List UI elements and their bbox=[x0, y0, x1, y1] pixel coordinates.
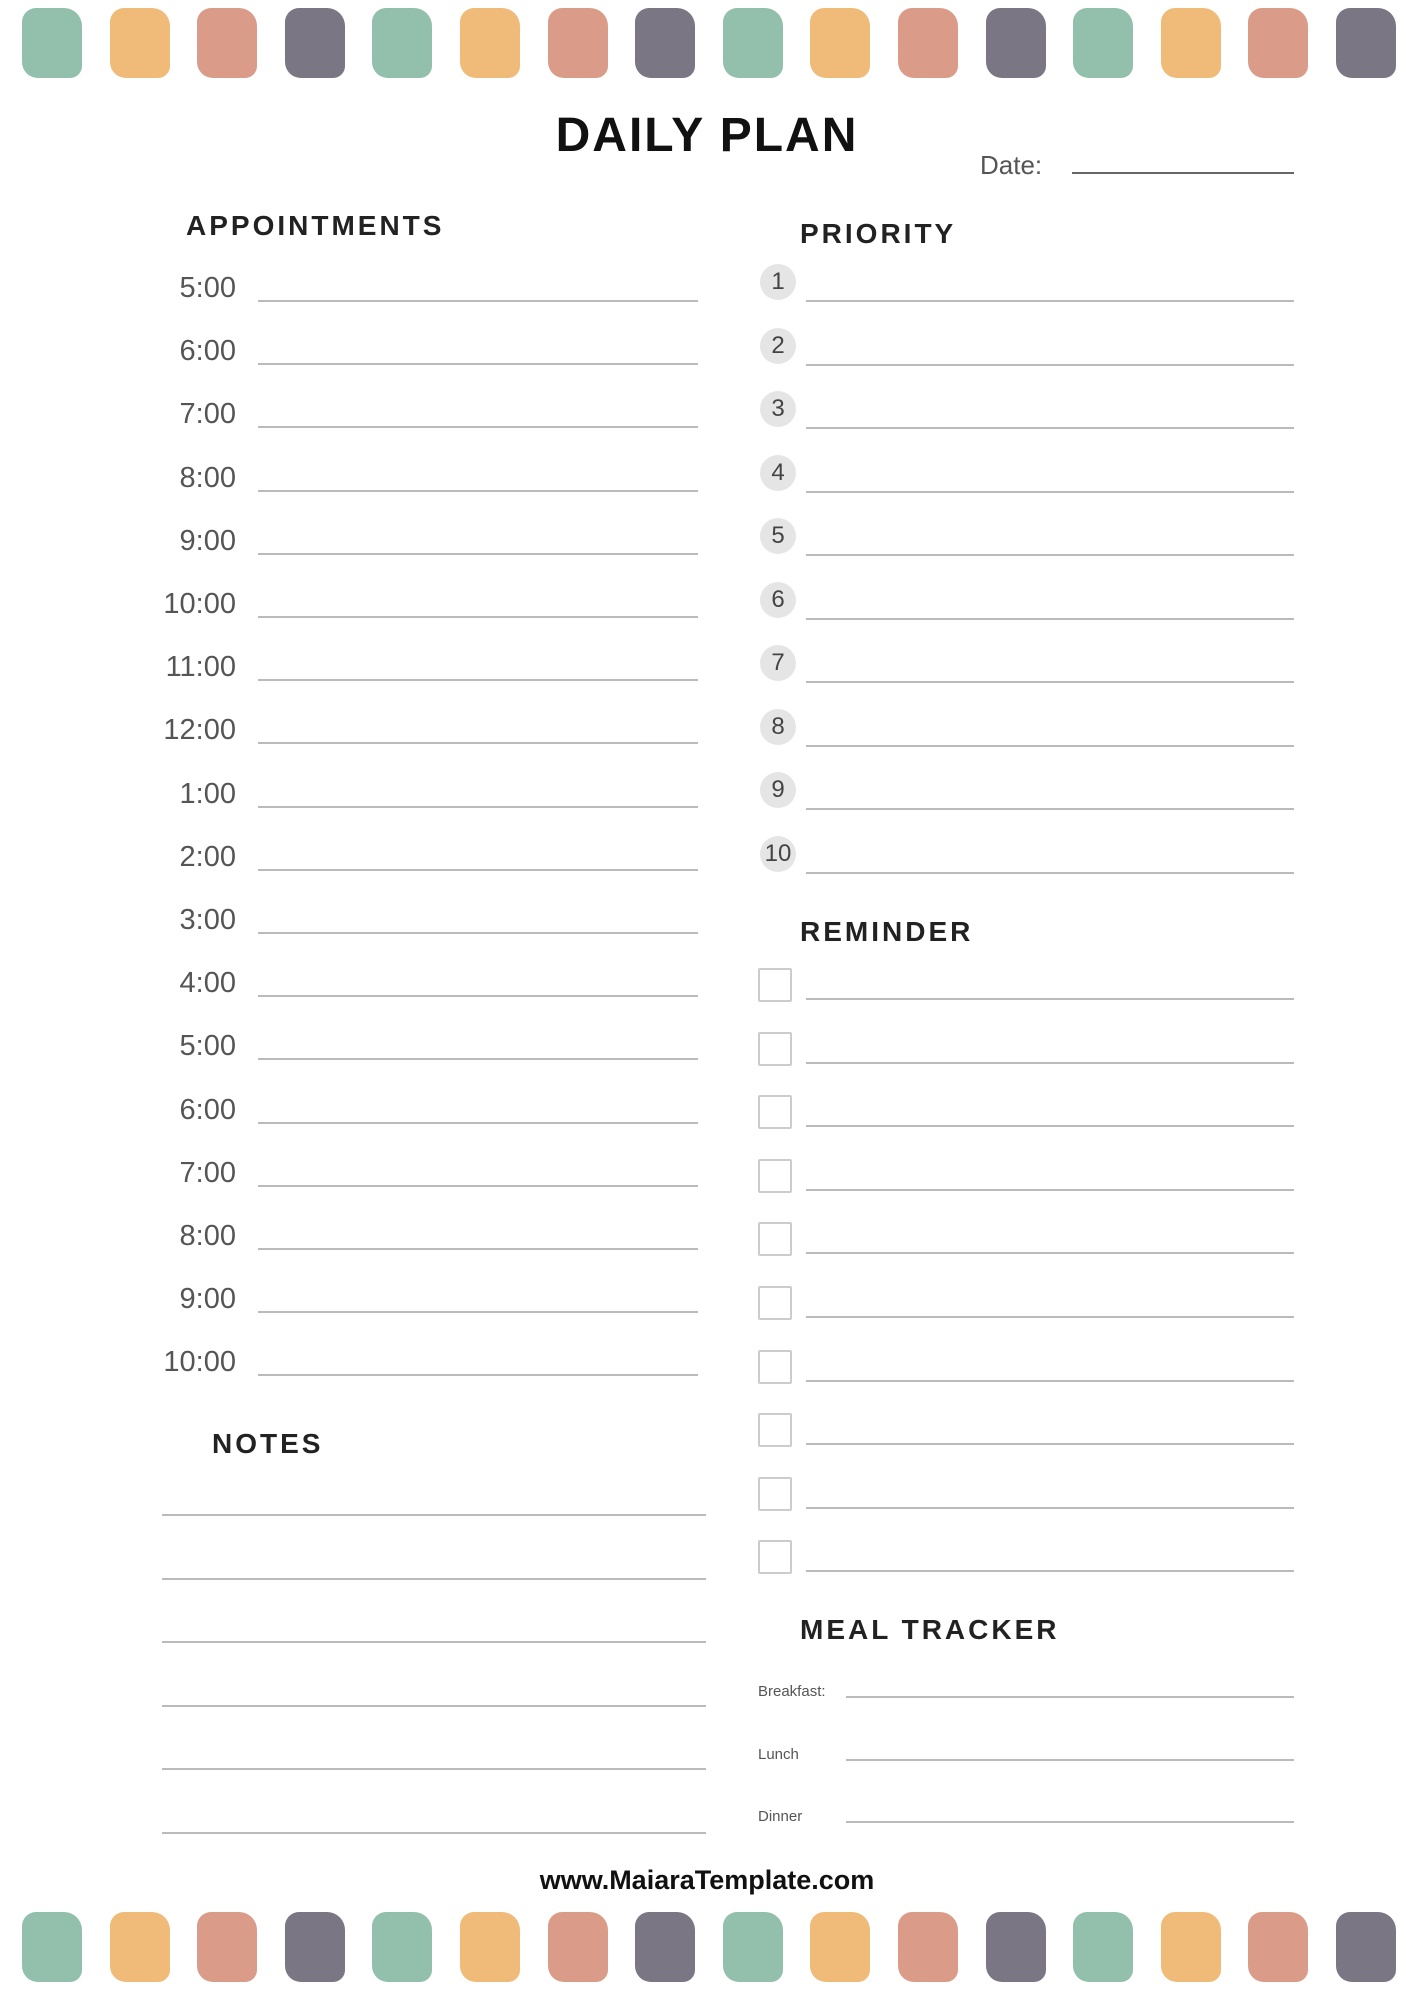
meal-line[interactable] bbox=[846, 1696, 1294, 1698]
color-swatch bbox=[372, 1912, 432, 1982]
time-label: 4:00 bbox=[179, 967, 236, 1000]
reminder-checkbox[interactable] bbox=[758, 1095, 792, 1129]
reminder-line[interactable] bbox=[806, 1443, 1294, 1445]
meal-label: Lunch bbox=[758, 1745, 799, 1763]
priority-line[interactable] bbox=[806, 300, 1294, 302]
color-swatch bbox=[1248, 1912, 1308, 1982]
meal-label: Breakfast: bbox=[758, 1683, 826, 1700]
appointment-line[interactable] bbox=[258, 363, 698, 365]
color-swatch bbox=[460, 1912, 520, 1982]
appointment-line[interactable] bbox=[258, 426, 698, 428]
footer-website: www.MaiaraTemplate.com bbox=[539, 1865, 875, 1895]
reminder-heading: REMINDER bbox=[800, 916, 974, 947]
priority-number-badge: 7 bbox=[760, 645, 796, 681]
appointment-line[interactable] bbox=[258, 1311, 698, 1313]
color-swatch bbox=[635, 1912, 695, 1982]
notes-line[interactable] bbox=[162, 1578, 706, 1580]
appointment-line[interactable] bbox=[258, 679, 698, 681]
priority-number-badge: 1 bbox=[760, 264, 796, 300]
color-swatch bbox=[197, 1912, 257, 1982]
time-label: 9:00 bbox=[179, 1283, 236, 1316]
time-label: 10:00 bbox=[163, 588, 236, 620]
color-swatch bbox=[1161, 1912, 1221, 1982]
color-swatch bbox=[1336, 1912, 1396, 1982]
priority-line[interactable] bbox=[806, 618, 1294, 620]
top-swatch-border bbox=[0, 8, 1414, 80]
date-label: Date: bbox=[980, 150, 1043, 180]
color-swatch bbox=[110, 1912, 170, 1982]
priority-number-badge: 8 bbox=[760, 709, 796, 745]
time-label: 10:00 bbox=[163, 1346, 236, 1379]
appointment-line[interactable] bbox=[258, 995, 698, 997]
date-line[interactable] bbox=[1072, 172, 1294, 174]
color-swatch bbox=[810, 8, 870, 78]
reminder-line[interactable] bbox=[806, 1507, 1294, 1509]
reminder-line[interactable] bbox=[806, 1189, 1294, 1191]
appointment-line[interactable] bbox=[258, 490, 698, 492]
reminder-checkbox[interactable] bbox=[758, 1540, 792, 1574]
reminder-checkbox[interactable] bbox=[758, 1350, 792, 1384]
priority-line[interactable] bbox=[806, 808, 1294, 810]
appointment-line[interactable] bbox=[258, 1058, 698, 1060]
reminder-checkbox[interactable] bbox=[758, 1159, 792, 1193]
appointment-line[interactable] bbox=[258, 553, 698, 555]
time-label: 6:00 bbox=[179, 1093, 236, 1126]
appointment-line[interactable] bbox=[258, 932, 698, 934]
priority-number-badge: 2 bbox=[760, 328, 796, 364]
reminder-checkbox[interactable] bbox=[758, 1477, 792, 1511]
priority-line[interactable] bbox=[806, 872, 1294, 874]
bottom-swatch-border bbox=[0, 1912, 1414, 1984]
appointment-line[interactable] bbox=[258, 300, 698, 302]
notes-line[interactable] bbox=[162, 1641, 706, 1643]
meal-line[interactable] bbox=[846, 1759, 1294, 1761]
reminder-checkbox[interactable] bbox=[758, 968, 792, 1002]
color-swatch bbox=[1248, 8, 1308, 78]
color-swatch bbox=[110, 8, 170, 78]
meal-label: Dinner bbox=[758, 1808, 803, 1825]
priority-line[interactable] bbox=[806, 681, 1294, 683]
time-label: 6:00 bbox=[179, 335, 236, 368]
priority-number-badge: 9 bbox=[760, 772, 796, 808]
appointment-line[interactable] bbox=[258, 869, 698, 871]
priority-heading: PRIORITY bbox=[800, 218, 957, 249]
priority-number-badge: 4 bbox=[760, 455, 796, 491]
color-swatch bbox=[1161, 8, 1221, 78]
reminder-line[interactable] bbox=[806, 1252, 1294, 1254]
priority-number-badge: 6 bbox=[760, 582, 796, 618]
reminder-line[interactable] bbox=[806, 1316, 1294, 1318]
appointment-line[interactable] bbox=[258, 1374, 698, 1376]
appointment-line[interactable] bbox=[258, 742, 698, 744]
color-swatch bbox=[723, 8, 783, 78]
reminder-checkbox[interactable] bbox=[758, 1222, 792, 1256]
time-label: 3:00 bbox=[179, 904, 236, 936]
appointment-line[interactable] bbox=[258, 1185, 698, 1187]
color-swatch bbox=[22, 1912, 82, 1982]
time-label: 7:00 bbox=[179, 1156, 236, 1189]
priority-number-badge: 5 bbox=[760, 518, 796, 554]
color-swatch bbox=[898, 8, 958, 78]
color-swatch bbox=[635, 8, 695, 78]
time-label: 12:00 bbox=[163, 714, 236, 747]
notes-line[interactable] bbox=[162, 1705, 706, 1707]
color-swatch bbox=[986, 1912, 1046, 1982]
priority-number-badge: 3 bbox=[760, 391, 796, 427]
priority-line[interactable] bbox=[806, 554, 1294, 556]
priority-line[interactable] bbox=[806, 491, 1294, 493]
time-label: 11:00 bbox=[165, 651, 236, 684]
time-label: 7:00 bbox=[179, 398, 236, 431]
color-swatch bbox=[1073, 8, 1133, 78]
meal-tracker-heading: MEAL TRACKER bbox=[800, 1614, 1060, 1645]
priority-line[interactable] bbox=[806, 427, 1294, 429]
color-swatch bbox=[197, 8, 257, 78]
color-swatch bbox=[986, 8, 1046, 78]
color-swatch bbox=[810, 1912, 870, 1982]
appointments-heading: APPOINTMENTS bbox=[186, 210, 445, 241]
color-swatch bbox=[285, 8, 345, 78]
color-swatch bbox=[548, 8, 608, 78]
time-label: 2:00 bbox=[179, 840, 236, 873]
notes-line[interactable] bbox=[162, 1832, 706, 1834]
time-label: 8:00 bbox=[179, 461, 236, 494]
color-swatch bbox=[548, 1912, 608, 1982]
appointment-line[interactable] bbox=[258, 806, 698, 808]
appointment-line[interactable] bbox=[258, 616, 698, 618]
appointment-line[interactable] bbox=[258, 1122, 698, 1124]
priority-number-badge: 10 bbox=[760, 836, 796, 872]
reminder-line[interactable] bbox=[806, 1380, 1294, 1382]
color-swatch bbox=[460, 8, 520, 78]
appointment-line[interactable] bbox=[258, 1248, 698, 1250]
time-label: 9:00 bbox=[179, 524, 236, 557]
color-swatch bbox=[372, 8, 432, 78]
color-swatch bbox=[898, 1912, 958, 1982]
reminder-line[interactable] bbox=[806, 998, 1294, 1000]
notes-heading: NOTES bbox=[212, 1428, 324, 1459]
color-swatch bbox=[285, 1912, 345, 1982]
notes-line[interactable] bbox=[162, 1768, 706, 1770]
reminder-checkbox[interactable] bbox=[758, 1286, 792, 1320]
color-swatch bbox=[723, 1912, 783, 1982]
time-label: 8:00 bbox=[179, 1220, 236, 1252]
time-label: 5:00 bbox=[179, 272, 236, 304]
priority-line[interactable] bbox=[806, 745, 1294, 747]
time-label: 5:00 bbox=[179, 1030, 236, 1063]
color-swatch bbox=[1336, 8, 1396, 78]
reminder-checkbox[interactable] bbox=[758, 1413, 792, 1447]
time-label: 1:00 bbox=[179, 777, 236, 810]
color-swatch bbox=[1073, 1912, 1133, 1982]
reminder-line[interactable] bbox=[806, 1570, 1294, 1572]
page-title: DAILY PLAN bbox=[555, 109, 859, 162]
notes-line[interactable] bbox=[162, 1514, 706, 1516]
reminder-line[interactable] bbox=[806, 1125, 1294, 1127]
color-swatch bbox=[22, 8, 82, 78]
reminder-line[interactable] bbox=[806, 1062, 1294, 1064]
meal-line[interactable] bbox=[846, 1821, 1294, 1823]
reminder-checkbox[interactable] bbox=[758, 1032, 792, 1066]
priority-line[interactable] bbox=[806, 364, 1294, 366]
